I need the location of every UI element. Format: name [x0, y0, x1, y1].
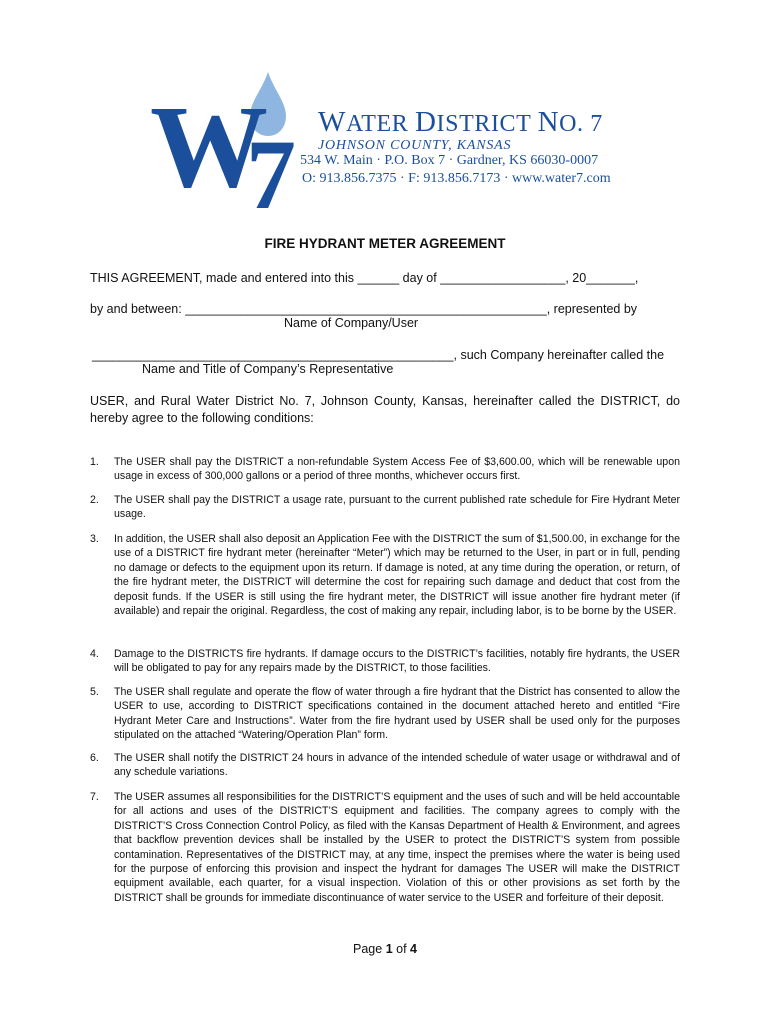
document-title: FIRE HYDRANT METER AGREEMENT: [264, 236, 506, 251]
page-total: 4: [410, 942, 417, 956]
condition-number: 6.: [90, 752, 99, 764]
district-name-n: N: [537, 106, 560, 138]
condition-number: 4.: [90, 648, 99, 660]
page-footer: [0, 942, 770, 956]
condition-text: In addition, the USER shall also deposit an Application Fee with the DISTRICT the sum of $1,500.00, in exchange for the use of a DISTRICT fire hydrant meter (hereinafter “Meter”) which may be returned to the User, in part or in full, pending no damage or defects to the equipment upon its return. If damage is noted, at any time during the operation, or return, of the fire hydrant meter, the DISTRICT will determine the cost for repairing such damage and deduct that cost from the deposit funds. If the USER is still using the fire hydrant meter, the DISTRICT will issue another fire hydrant meter (if available) and repair the original. Regardless, the cost of making any repair, including labor, is to be borne by the USER.: [114, 533, 680, 618]
logo-7: 7: [246, 119, 296, 218]
between-line: by and between: ____________________________________________________, represented by: [90, 302, 638, 316]
district-name-part3: O. 7: [559, 111, 603, 137]
condition-text: The USER assumes all responsibilities for the DISTRICT’S equipment and the uses of such and will be held accountable for all actions and uses of the DISTRICT’S equipment and facilities. The company agrees to comply with the DISTRICT’S Cross Connection Control Policy, as filed with the Kansas Department of Health & Environment, and agrees that backflow prevention devices shall be installed by the USER to protect the DISTRICT’S system from possible contamination. Representatives of the DISTRICT may, at any time, inspect the premises where the water is being used for the purpose of enforcing this provision and inspect the hydrant for damages The USER will make the DISTRICT equipment available, each quarter, for a visual inspection. Violation of this or other provisions as set forth by the DISTRICT shall be grounds for immediate discontinuance of water service to the USER and forfeiture of their deposit.: [114, 791, 680, 904]
district-name-w: W: [318, 106, 346, 138]
company-caption: Name of Company/User: [284, 316, 419, 330]
representative-line: ____________________________________________________, such Company hereinafter called the: [92, 348, 665, 362]
user-paragraph: USER, and Rural Water District No. 7, Johnson County, Kansas, hereinafter called the DISTRICT, do hereby agree to the following conditions:: [90, 394, 680, 425]
district-name-d: D: [414, 106, 437, 138]
page-current: 1: [385, 942, 393, 956]
condition-text: The USER shall pay the DISTRICT a usage rate, pursuant to the current published rate schedule for Fire Hydrant Meter usage.: [114, 494, 680, 521]
representative-caption: Name and Title of Company’s Representative: [142, 362, 394, 376]
page-of: of: [396, 942, 407, 956]
condition-number: 7.: [90, 791, 99, 803]
district-name-part1: ATER: [345, 111, 415, 137]
condition-number: 1.: [90, 456, 99, 468]
condition-text: The USER shall pay the DISTRICT a non-refundable System Access Fee of $3,600.00, which will be renewable upon usage in excess of 300,000 gallons or a period of three months, whichever occurs first.: [114, 456, 680, 483]
district-county: JOHNSON COUNTY, KANSAS: [318, 138, 512, 153]
condition-text: The USER shall notify the DISTRICT 24 hours in advance of the intended schedule of water usage or withdrawal and of any schedule variations.: [114, 752, 680, 779]
condition-number: 5.: [90, 686, 99, 698]
district-address: 534 W. Main · P.O. Box 7 · Gardner, KS 66030-0007: [300, 153, 599, 168]
district-contact: O: 913.856.7375 · F: 913.856.7173 · www.water7.com: [302, 171, 611, 186]
condition-text: Damage to the DISTRICTS fire hydrants. If damage occurs to the DISTRICT’s facilities, notably fire hydrants, the USER will be obligated to pay for any repairs made by the DISTRICT, to those facilities.: [114, 648, 680, 675]
condition-text: The USER shall regulate and operate the flow of water through a fire hydrant that the District has consented to allow the USER to use, according to DISTRICT specifications contained in the document attached hereto and entitled “Fire Hydrant Meter Care and Instructions”. Water from the fire hydrant used by USER shall be used only for the purposes stipulated on the attached “Watering/Operation Plan” form.: [114, 686, 680, 742]
intro-line: THIS AGREEMENT, made and entered into this ______ day of __________________, 20_______,: [90, 271, 639, 285]
condition-number: 2.: [90, 494, 99, 506]
water-district-logo: [150, 68, 310, 218]
condition-number: 3.: [90, 533, 99, 545]
district-name-part2: ISTRICT: [436, 111, 538, 137]
logo-w: W: [150, 81, 258, 212]
page-word: Page: [353, 942, 383, 956]
district-name: [318, 106, 603, 139]
